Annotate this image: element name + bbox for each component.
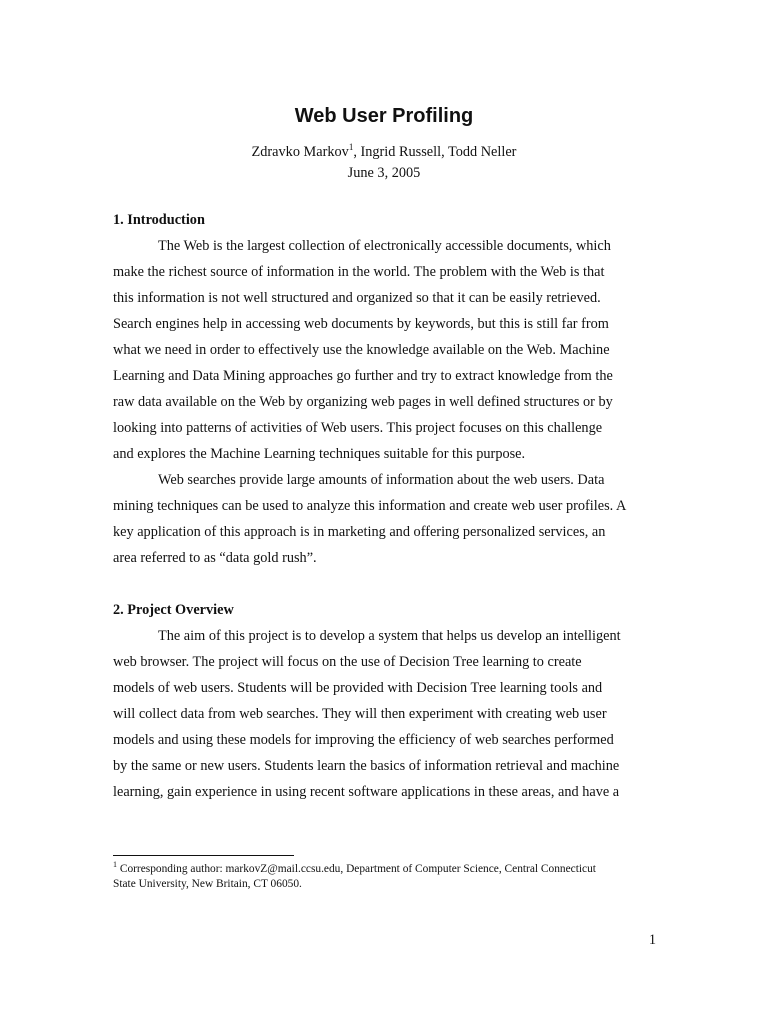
text-line: Web searches provide large amounts of information about the web users. Data bbox=[158, 472, 605, 488]
text-line: this information is not well structured and organized so that it can be easily retrieved. bbox=[113, 290, 601, 306]
page-number: 1 bbox=[648, 932, 656, 948]
paragraph bbox=[113, 233, 658, 467]
text-line: Learning and Data Mining approaches go further and try to extract knowledge from the bbox=[113, 368, 613, 384]
footnote-divider bbox=[113, 855, 294, 856]
paper-title: Web User Profiling bbox=[294, 105, 474, 127]
text-line: The aim of this project is to develop a system that helps us develop an intelligent bbox=[158, 628, 621, 644]
footnote-line bbox=[113, 862, 673, 877]
text-line: learning, gain experience in using recent software applications in these areas, and have a bbox=[113, 784, 620, 800]
text-line: and explores the Machine Learning techniques suitable for this purpose. bbox=[113, 446, 526, 462]
section-introduction bbox=[113, 207, 658, 571]
text-line: looking into patterns of activities of Web users. This project focuses on this challenge bbox=[113, 420, 603, 436]
paper-date: June 3, 2005 bbox=[347, 165, 421, 181]
author-line bbox=[0, 143, 768, 161]
text-line: web browser. The project will focus on the use of Decision Tree learning to create bbox=[113, 654, 582, 670]
first-author: Zdravko Markov bbox=[251, 144, 349, 160]
text-line: will collect data from web searches. They will then experiment with creating web user bbox=[113, 706, 607, 722]
text-line: area referred to as “data gold rush”. bbox=[113, 550, 317, 566]
author-footnote-marker: 1 bbox=[348, 142, 354, 152]
footnote-text: Corresponding author: markovZ@mail.ccsu.edu, Department of Computer Science, Central Connecticut bbox=[117, 863, 596, 875]
text-line: models of web users. Students will be provided with Decision Tree learning tools and bbox=[113, 680, 603, 696]
text-line: key application of this approach is in marketing and offering personalized services, an bbox=[113, 524, 606, 540]
section-project-overview bbox=[113, 597, 658, 805]
text-line: raw data available on the Web by organizing web pages in well defined structures or by bbox=[113, 394, 613, 410]
text-line: The Web is the largest collection of electronically accessible documents, which bbox=[158, 238, 611, 254]
other-authors: , Ingrid Russell, Todd Neller bbox=[353, 144, 517, 160]
footnote bbox=[113, 862, 673, 892]
section-heading: 1. Introduction bbox=[113, 212, 205, 228]
section-gap bbox=[113, 571, 658, 597]
text-line: what we need in order to effectively use the knowledge available on the Web. Machine bbox=[113, 342, 610, 358]
paper-body bbox=[113, 207, 658, 805]
text-line: by the same or new users. Students learn the basics of information retrieval and machine bbox=[113, 758, 620, 774]
footnote-line: State University, New Britain, CT 06050. bbox=[113, 878, 302, 890]
text-line: models and using these models for improving the efficiency of web searches performed bbox=[113, 732, 614, 748]
paragraph bbox=[113, 467, 658, 571]
paragraph bbox=[113, 623, 658, 805]
section-heading: 2. Project Overview bbox=[113, 602, 234, 618]
text-line: Search engines help in accessing web documents by keywords, but this is still far from bbox=[113, 316, 609, 332]
text-line: make the richest source of information in the world. The problem with the Web is that bbox=[113, 264, 605, 280]
text-line: mining techniques can be used to analyze this information and create web user profiles. A bbox=[113, 498, 627, 514]
footnote-marker: 1 bbox=[113, 860, 117, 869]
